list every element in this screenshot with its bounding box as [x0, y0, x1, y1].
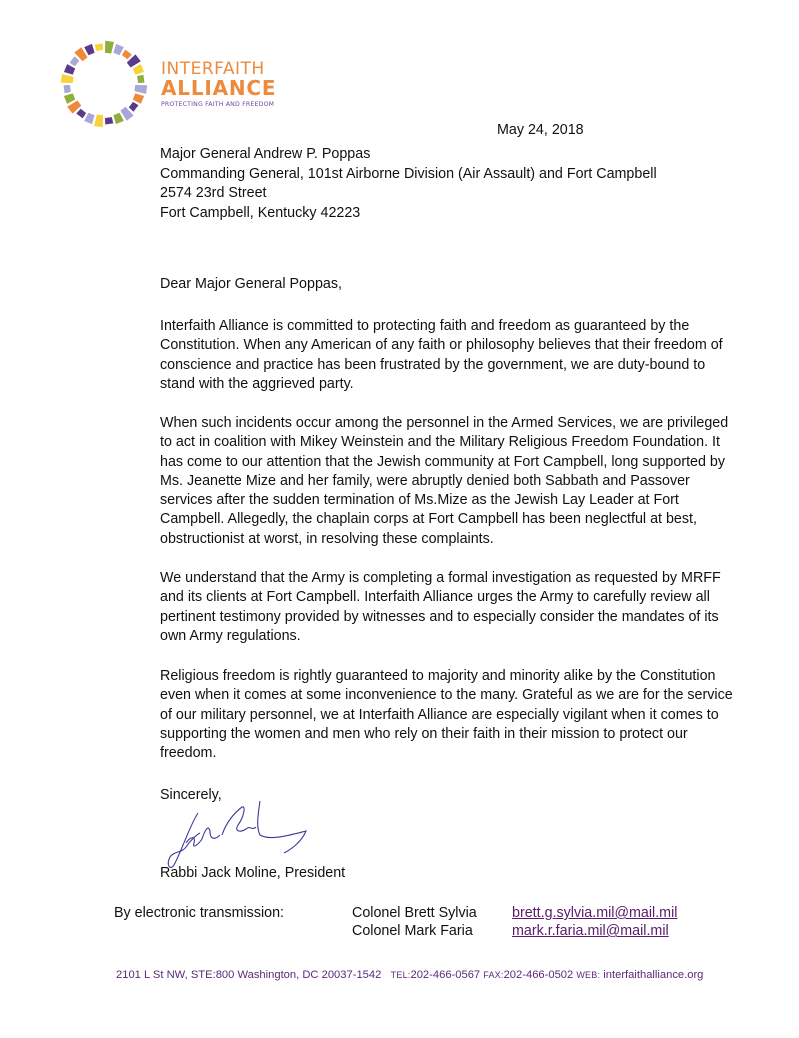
body-paragraph: We understand that the Army is completing a formal investigation as requested by MRFF and its clients at Fort Campbell. Interfaith Alliance urges the Army to carefully review all pertinent testimony provided by witnesses and to especially consider the mandates of its own Army regulations.	[160, 570, 721, 644]
cc-recipient-name: Colonel Mark Faria	[352, 923, 473, 939]
logo-ring-segment	[64, 85, 71, 93]
footer-web: interfaithalliance.org	[603, 969, 704, 981]
closing: Sincerely,	[160, 787, 222, 803]
cc-recipient-email-link[interactable]: mark.r.faria.mil@mail.mil	[512, 923, 669, 939]
footer-fax-label: FAX:	[483, 970, 504, 980]
letterhead-footer	[116, 969, 703, 981]
cc-recipient-name: Colonel Brett Sylvia	[352, 905, 477, 921]
footer-web-label: WEB:	[576, 970, 601, 980]
logo-wordmark	[161, 60, 276, 108]
signer-name: Rabbi Jack Moline, President	[160, 865, 346, 881]
cc-label: By electronic transmission:	[114, 905, 285, 921]
logo-tagline: PROTECTING FAITH AND FREEDOM	[161, 101, 275, 108]
recipient-address	[160, 145, 657, 223]
body-paragraph: When such incidents occur among the personnel in the Armed Services, we are privileged to act in coalition with Mikey Weinstein and the Military Religious Freedom Foundation. It has come to our attention that the Jewish community at Fort Campbell, long supported by Ms. Jeanette Mize and her family, were abruptly denied both Sabbath and Passover services after the sudden termination of Ms.Mize as the Jewish Lay Leader at Fort Campbell. Allegedly, the chaplain corps at Fort Campbell has been neglectful at best, obstructionist at worst, in resolving these complaints.	[160, 415, 729, 547]
interfaith-alliance-logo	[58, 38, 298, 128]
logo-ring-segment	[105, 117, 113, 124]
logo-ring-segment	[133, 93, 144, 103]
logo-line-1: INTERFAITH	[161, 59, 265, 79]
logo-ring-segment	[76, 109, 86, 119]
logo-ring-segment	[105, 41, 114, 54]
recipient-name: Major General Andrew P. Poppas	[160, 146, 371, 162]
logo-ring-segment	[129, 102, 139, 112]
body-paragraph: Religious freedom is rightly guaranteed to majority and minority alike by the Constitution even when it comes at some inconvenience to the many. Grateful as we are for the service of our military personnel, we at Interfaith Alliance are especially vigilant when it comes to supporting the women and men who rely on their faith in their mission to protect our freedom.	[160, 668, 733, 762]
recipient-city: Fort Campbell, Kentucky 42223	[160, 204, 361, 221]
salutation: Dear Major General Poppas,	[160, 276, 342, 292]
logo-ring-segment	[122, 50, 132, 60]
cc-recipient-email-link[interactable]: brett.g.sylvia.mil@mail.mil	[512, 905, 678, 921]
logo-ring-icon	[58, 38, 150, 130]
footer-fax: 202-466-0502	[503, 969, 574, 981]
recipient-title: Commanding General, 101st Airborne Division (Air Assault) and Fort Campbell	[160, 165, 657, 182]
logo-ring-segment	[113, 44, 123, 55]
logo-ring-segment	[84, 44, 94, 55]
body-paragraph: Interfaith Alliance is committed to protecting faith and freedom as guaranteed by the Constitution. When any American of any faith or philosophy believes that their freedom of conscience and practice has been frustrated by the government, we are duty-bound to stand with the aggrieved party.	[160, 318, 723, 392]
logo-ring-segment	[61, 74, 74, 83]
footer-tel: 202-466-0567	[410, 969, 481, 981]
logo-ring-segment	[133, 64, 144, 74]
logo-ring-segment	[134, 85, 147, 94]
logo-ring-segment	[70, 56, 80, 66]
logo-ring-segment	[95, 44, 103, 51]
recipient-street: 2574 23rd Street	[160, 185, 267, 201]
letter-date: May 24, 2018	[497, 122, 584, 138]
logo-ring-segment	[94, 114, 103, 127]
logo-ring-segment	[64, 64, 75, 74]
handwritten-signature	[160, 795, 320, 875]
logo-ring-segment	[113, 113, 123, 124]
logo-ring-segment	[64, 93, 75, 103]
logo-ring-segment	[84, 113, 94, 124]
logo-ring-segment	[137, 75, 144, 83]
logo-line-2: ALLIANCE	[161, 76, 277, 100]
footer-address: 2101 L St NW, STE:800 Washington, DC 20037-1542	[116, 969, 382, 981]
footer-tel-label: TEL:	[390, 970, 411, 980]
